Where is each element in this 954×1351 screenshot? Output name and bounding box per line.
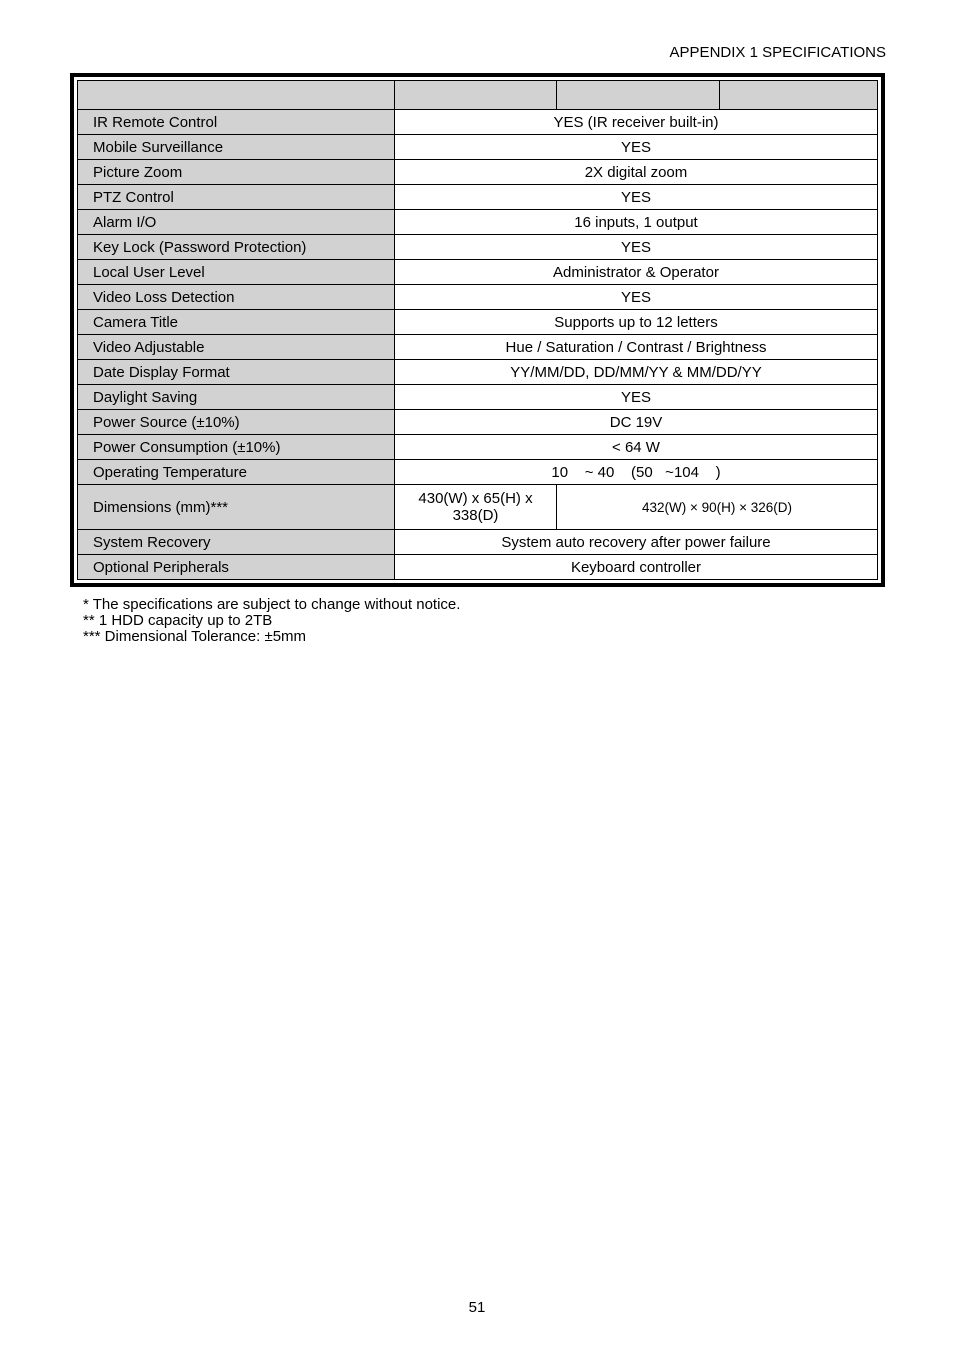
spec-label: Camera Title bbox=[78, 310, 395, 335]
spec-label: Mobile Surveillance bbox=[78, 135, 395, 160]
table-row bbox=[78, 210, 878, 235]
spec-label: PTZ Control bbox=[78, 185, 395, 210]
table-row bbox=[78, 135, 878, 160]
table-row bbox=[78, 285, 878, 310]
spec-value: 10 ~ 40 (50 ~104 ) bbox=[395, 460, 878, 485]
footnote: *** Dimensional Tolerance: ±5mm bbox=[83, 628, 307, 645]
spec-label: Daylight Saving bbox=[78, 385, 395, 410]
table-row bbox=[78, 110, 878, 135]
spec-value: YES bbox=[395, 135, 878, 160]
table-header-row bbox=[78, 81, 878, 110]
table-row bbox=[78, 530, 878, 555]
spec-label: IR Remote Control bbox=[78, 110, 395, 135]
spec-value: Supports up to 12 letters bbox=[395, 310, 878, 335]
spec-label: Picture Zoom bbox=[78, 160, 395, 185]
table-row bbox=[78, 435, 878, 460]
spec-label: Power Consumption (±10%) bbox=[78, 435, 395, 460]
header-cell-blank bbox=[720, 81, 878, 110]
footnotes bbox=[83, 597, 460, 645]
spec-value-dimensions-b: 432(W) × 90(H) × 326(D) bbox=[557, 485, 878, 530]
page-header-title: APPENDIX 1 SPECIFICATIONS bbox=[669, 44, 886, 61]
header-cell-blank bbox=[557, 81, 720, 110]
spec-value: 16 inputs, 1 output bbox=[395, 210, 878, 235]
spec-value: DC 19V bbox=[395, 410, 878, 435]
specifications-table bbox=[77, 80, 878, 580]
spec-value: Keyboard controller bbox=[395, 555, 878, 580]
table-row bbox=[78, 185, 878, 210]
spec-value: YES bbox=[395, 385, 878, 410]
spec-label: Optional Peripherals bbox=[78, 555, 395, 580]
table-row bbox=[78, 360, 878, 385]
spec-value: YES bbox=[395, 185, 878, 210]
header-cell-blank bbox=[78, 81, 395, 110]
spec-value: 2X digital zoom bbox=[395, 160, 878, 185]
spec-value: YES (IR receiver built-in) bbox=[395, 110, 878, 135]
spec-value: YES bbox=[395, 235, 878, 260]
table-row bbox=[78, 235, 878, 260]
table-row bbox=[78, 335, 878, 360]
page-number: 51 bbox=[468, 1299, 486, 1316]
footnote: ** 1 HDD capacity up to 2TB bbox=[83, 612, 273, 629]
table-row bbox=[78, 160, 878, 185]
spec-value-dimensions-a: 430(W) x 65(H) x 338(D) bbox=[395, 485, 557, 530]
spec-label: Alarm I/O bbox=[78, 210, 395, 235]
spec-label: Date Display Format bbox=[78, 360, 395, 385]
spec-value: Administrator & Operator bbox=[395, 260, 878, 285]
spec-label: Local User Level bbox=[78, 260, 395, 285]
spec-value: YES bbox=[395, 285, 878, 310]
spec-value: YY/MM/DD, DD/MM/YY & MM/DD/YY bbox=[395, 360, 878, 385]
table-row-dimensions bbox=[78, 485, 878, 530]
table-row bbox=[78, 460, 878, 485]
footnote: * The specifications are subject to change without notice. bbox=[83, 596, 461, 613]
spec-label: Video Loss Detection bbox=[78, 285, 395, 310]
spec-label: Key Lock (Password Protection) bbox=[78, 235, 395, 260]
spec-value: < 64 W bbox=[395, 435, 878, 460]
table-row bbox=[78, 555, 878, 580]
header-cell-blank bbox=[395, 81, 557, 110]
spec-label: Power Source (±10%) bbox=[78, 410, 395, 435]
table-row bbox=[78, 310, 878, 335]
table-row bbox=[78, 385, 878, 410]
table-row bbox=[78, 260, 878, 285]
spec-label: Video Adjustable bbox=[78, 335, 395, 360]
spec-label: Dimensions (mm)*** bbox=[78, 485, 395, 530]
spec-label: System Recovery bbox=[78, 530, 395, 555]
spec-label: Operating Temperature bbox=[78, 460, 395, 485]
specifications-table-frame bbox=[70, 73, 885, 587]
spec-value: System auto recovery after power failure bbox=[395, 530, 878, 555]
table-row bbox=[78, 410, 878, 435]
spec-value: Hue / Saturation / Contrast / Brightness bbox=[395, 335, 878, 360]
